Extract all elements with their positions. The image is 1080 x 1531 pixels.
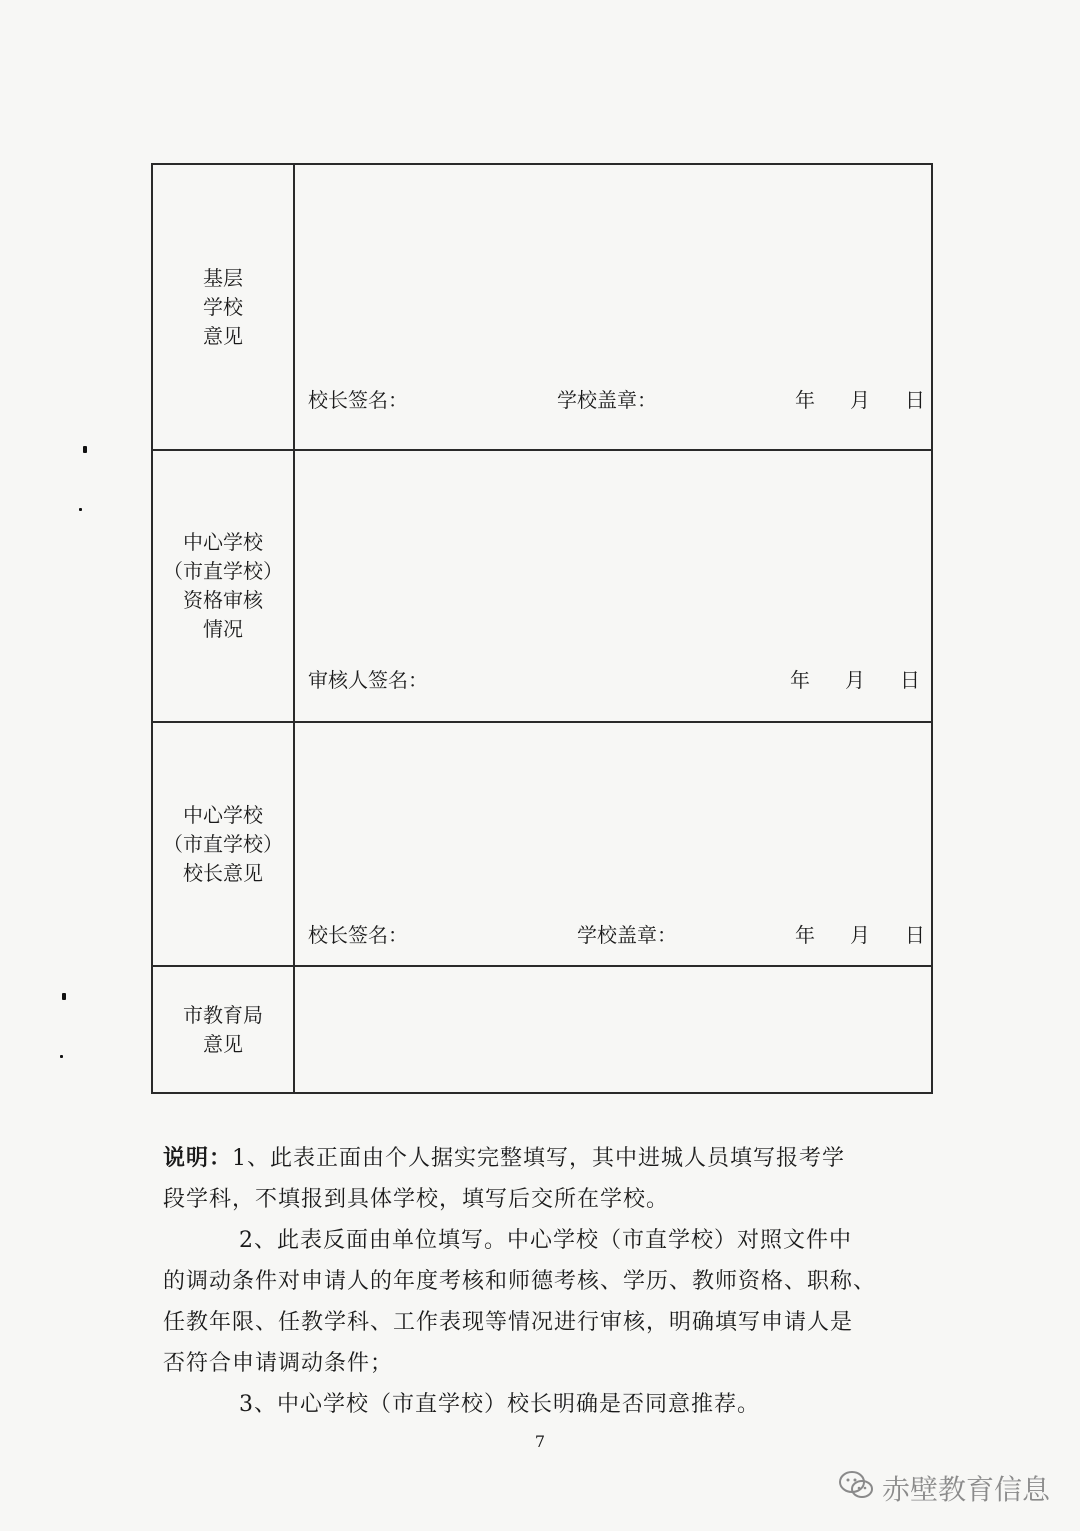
page-number: 7	[534, 1432, 546, 1451]
instructions-notes	[163, 1138, 933, 1425]
note-item-1-line-1	[163, 1138, 933, 1179]
principal-signature-label: 校长签名：	[308, 388, 408, 412]
scan-speck	[83, 446, 87, 453]
note-item-3: 3、中心学校（市直学校）校长明确是否同意推荐。	[239, 1392, 760, 1417]
approval-form-table	[151, 163, 933, 1094]
note-item-2-line-3: 任教年限、任教学科、工作表现等情况进行审核，明确填写申请人是	[163, 1310, 854, 1335]
date-day-label: 日	[905, 388, 925, 412]
principal-signature-label: 校长签名：	[308, 923, 408, 947]
row-label-cell	[153, 967, 295, 1092]
date-month-label: 月	[845, 668, 865, 692]
watermark	[838, 1468, 1050, 1508]
school-seal-label: 学校盖章：	[577, 923, 677, 947]
scan-speck	[62, 993, 66, 1000]
date-month-label: 月	[850, 388, 870, 412]
table-row-qualification-review	[153, 449, 931, 721]
table-row-grassroots-school	[153, 165, 931, 449]
note-item-2-line-2: 的调动条件对申请人的年度考核和师德考核、学历、教师资格、职称、	[163, 1269, 877, 1294]
row-label-cell	[153, 723, 295, 965]
wechat-icon	[838, 1469, 874, 1508]
date-month-label: 月	[850, 923, 870, 947]
review-field[interactable]	[295, 451, 931, 721]
opinion-field[interactable]	[295, 165, 931, 449]
row-label-cell	[153, 165, 295, 449]
bureau-opinion-field[interactable]	[295, 967, 931, 1092]
date-day-label: 日	[900, 668, 920, 692]
note-item-1-line-2: 段学科，不填报到具体学校，填写后交所在学校。	[163, 1187, 670, 1212]
table-row-education-bureau	[153, 965, 931, 1092]
opinion-field[interactable]	[295, 723, 931, 965]
school-seal-label: 学校盖章：	[557, 388, 657, 412]
row-label: 基层 学校 意见	[203, 265, 243, 348]
watermark-text: 赤壁教育信息	[881, 1473, 1050, 1506]
row-label: 中心学校 （市直学校） 资格审核 情况	[163, 530, 283, 641]
date-year-label: 年	[795, 388, 815, 412]
note-item-2-line-1: 2、此表反面由单位填写。中心学校（市直学校）对照文件中	[239, 1228, 852, 1253]
row-label-cell	[153, 451, 295, 721]
reviewer-signature-label: 审核人签名：	[308, 668, 428, 692]
date-year-label: 年	[795, 923, 815, 947]
note-text: 1、此表正面由个人据实完整填写，其中进城人员填写报考学	[232, 1146, 846, 1171]
note-item-2-line-4: 否符合申请调动条件；	[163, 1351, 394, 1376]
date-day-label: 日	[905, 923, 925, 947]
row-label: 中心学校 （市直学校） 校长意见	[163, 802, 283, 885]
scan-speck	[79, 508, 82, 511]
row-label: 市教育局 意见	[183, 1002, 263, 1056]
table-row-principal-opinion	[153, 721, 931, 965]
scan-speck	[60, 1055, 63, 1058]
notes-title: 说明：	[163, 1145, 233, 1171]
date-year-label: 年	[790, 668, 810, 692]
